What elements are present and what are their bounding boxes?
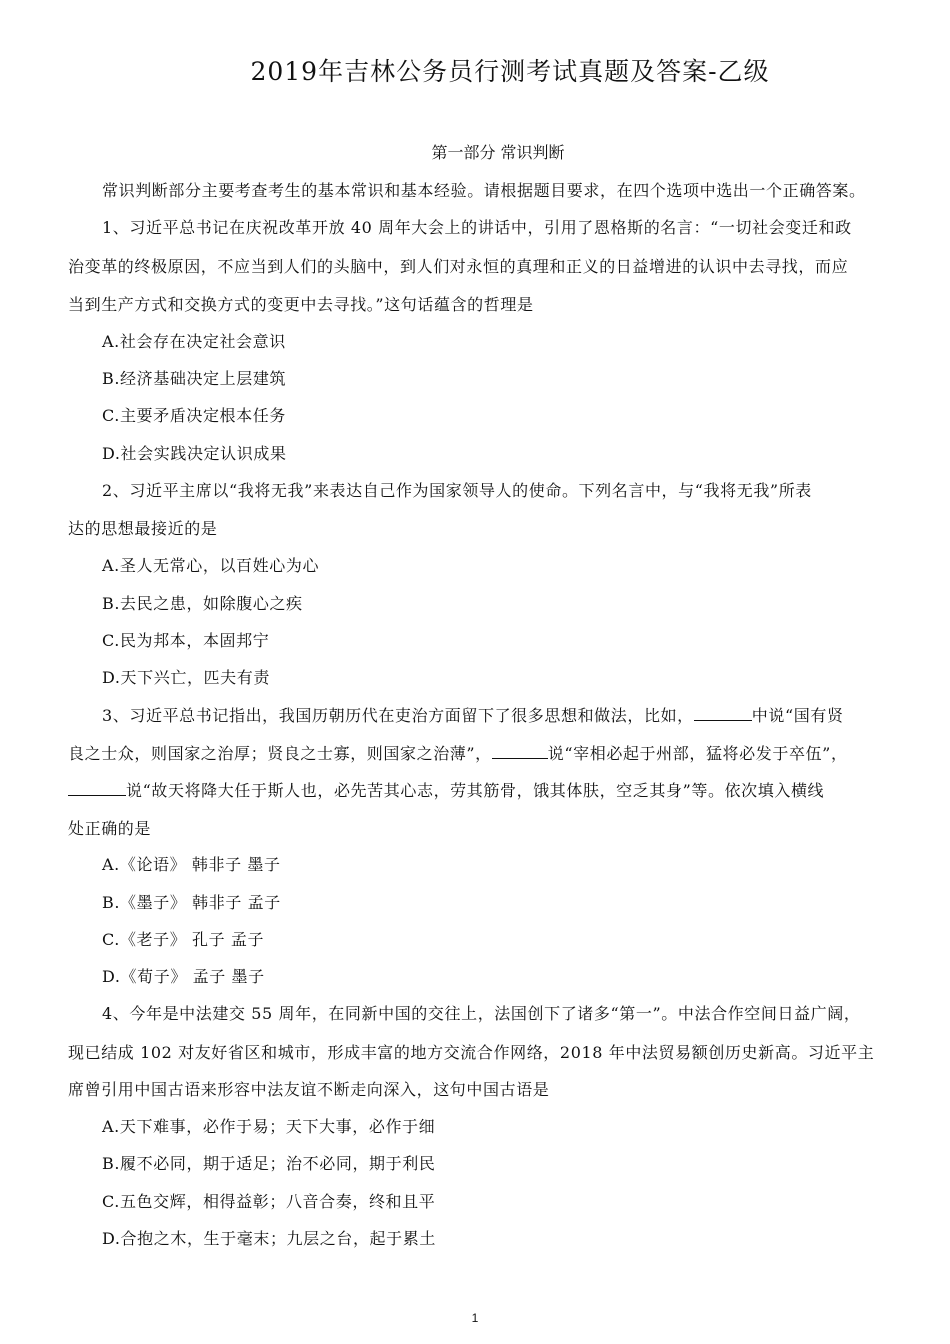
- q2-option-a: A.圣人无常心，以百姓心为心: [102, 556, 320, 575]
- q3-line-1-start: 3、习近平总书记指出，我国历朝历代在吏治方面留下了很多思想和做法，比如，: [102, 706, 694, 725]
- document-title: 2019年吉林公务员行测考试真题及答案-乙级: [250, 57, 770, 86]
- fill-blank-1: [694, 706, 752, 721]
- q3-line-3-end: 说“故天将降大任于斯人也，必先苦其心志，劳其筋骨，饿其体肤，空乏其身”等。依次填入横线: [126, 781, 825, 800]
- section-heading: 第一部分 常识判断: [431, 143, 565, 162]
- q4-option-c: C.五色交辉，相得益彰；八音合奏，终和且平: [102, 1192, 436, 1211]
- q1-line-2: 治变革的终极原因，不应当到人们的头脑中，到人们对永恒的真理和正义的日益增进的认识中去寻找，而应: [68, 257, 849, 276]
- q3-line-2-end: 说“宰相必起于州部，猛将必发于卒伍”，: [547, 744, 848, 763]
- q1-option-c: C.主要矛盾决定根本任务: [102, 406, 286, 425]
- q4-option-b: B.履不必同，期于适足；治不必同，期于利民: [102, 1154, 436, 1173]
- intro-text: 常识判断部分主要考查考生的基本常识和基本经验。请根据题目要求，在四个选项中选出一个正确答案。: [102, 181, 866, 200]
- q3-line-1: [102, 703, 844, 726]
- q4-line-2: 现已结成 102 对友好省区和城市，形成丰富的地方交流合作网络，2018 年中法贸易额创历史新高。习近平主: [68, 1043, 875, 1062]
- fill-blank-2: [492, 744, 548, 759]
- q2-option-d: D.天下兴亡，匹夫有责: [102, 668, 270, 687]
- q3-option-b: B.《墨子》 韩非子 孟子: [102, 893, 281, 912]
- q4-option-d: D.合抱之木，生于毫末；九层之台，起于累土: [102, 1229, 436, 1248]
- q3-line-4: 处正确的是: [68, 819, 152, 838]
- q1-option-d: D.社会实践决定认识成果: [102, 444, 287, 463]
- q4-line-3: 席曾引用中国古语来形容中法友谊不断走向深入，这句中国古语是: [68, 1080, 550, 1099]
- page-number: 1: [471, 1311, 479, 1325]
- q3-line-3: [68, 778, 824, 801]
- q3-option-a: A.《论语》 韩非子 墨子: [102, 855, 281, 874]
- q2-option-c: C.民为邦本，本固邦宁: [102, 631, 270, 650]
- q2-line-2: 达的思想最接近的是: [68, 519, 218, 538]
- q1-line-3: 当到生产方式和交换方式的变更中去寻找。”这句话蕴含的哲理是: [68, 295, 534, 314]
- q3-line-1-end: 中说“国有贤: [751, 706, 844, 725]
- fill-blank-3: [68, 781, 126, 796]
- q3-line-2-start: 良之士众，则国家之治厚；贤良之士寡，则国家之治薄”，: [68, 744, 492, 763]
- q3-line-2: [68, 741, 848, 764]
- q1-line-1: 1、习近平总书记在庆祝改革开放 40 周年大会上的讲话中，引用了恩格斯的名言：“一切社会变迁和政: [102, 218, 852, 237]
- q2-line-1: 2、习近平主席以“我将无我”来表达自己作为国家领导人的使命。下列名言中，与“我将无我”所表: [102, 481, 812, 500]
- q1-option-b: B.经济基础决定上层建筑: [102, 369, 287, 388]
- q4-option-a: A.天下难事，必作于易；天下大事，必作于细: [102, 1117, 436, 1136]
- q2-option-b: B.去民之患，如除腹心之疾: [102, 594, 303, 613]
- q3-option-c: C.《老子》 孔子 孟子: [102, 930, 265, 949]
- q1-option-a: A.社会存在决定社会意识: [102, 332, 286, 351]
- q3-option-d: D.《荀子》 孟子 墨子: [102, 967, 265, 986]
- q4-line-1: 4、今年是中法建交 55 周年，在同新中国的交往上，法国创下了诸多“第一”。中法合作空间日益广阔，: [102, 1004, 861, 1023]
